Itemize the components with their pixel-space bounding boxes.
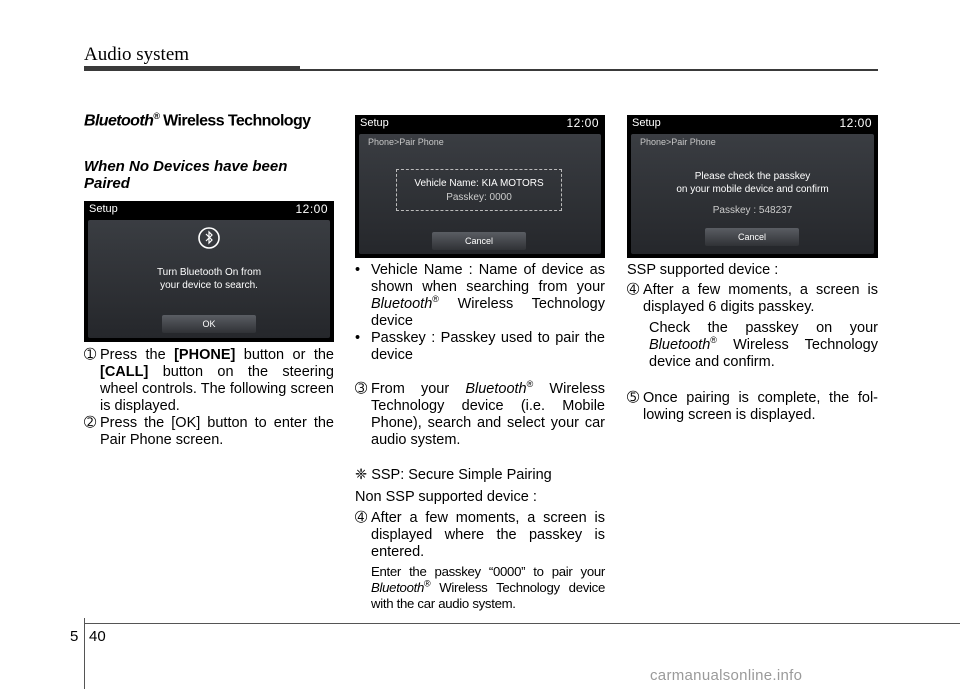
footer-divider: [84, 618, 85, 689]
ssp-note: ❈ SSP: Secure Simple Pairing: [355, 467, 552, 483]
screen-panel: [359, 134, 601, 254]
ok-button[interactable]: OK: [162, 315, 256, 333]
passkey-display: Passkey : 548237: [712, 205, 793, 216]
cancel-button[interactable]: Cancel: [705, 228, 799, 246]
bluetooth-info-icon: [197, 226, 221, 250]
breadcrumb: Phone>Pair Phone: [368, 137, 444, 147]
screen-status-bar: Setup 12:00: [89, 202, 328, 216]
step-4-non-ssp: ➃ After a few moments, a screen is displayed where the passkey is entered.: [355, 510, 605, 560]
screen-message: Turn Bluetooth On from your device to search.: [156, 267, 262, 291]
screen-pair-phone-non-ssp: [355, 115, 605, 258]
page-number: 40: [89, 628, 106, 645]
footer-rule: [84, 623, 960, 624]
step-2: ➁ Press the [OK] button to enter the Pair Phone screen.: [84, 415, 334, 448]
bullet-passkey: • Passkey : Passkey used to pair the device: [355, 330, 605, 363]
header-rule-thick: [84, 66, 300, 71]
screen-panel: [88, 220, 330, 338]
step-4-ssp: ➃ After a few moments, a screen is displayed 6 digits passkey.: [627, 282, 878, 315]
header-rule-thin: [300, 69, 878, 71]
chapter-number: 5: [70, 628, 79, 645]
check-passkey: Check the passkey on your Bluetooth® Wireless Technology device and confirm.: [649, 320, 878, 370]
cancel-button[interactable]: Cancel: [432, 232, 526, 250]
screen-message: Please check the passkey on your mobile device and confirm: [676, 171, 829, 195]
screen-status-bar: Setup 12:00: [632, 116, 872, 130]
subsection-title: When No Devices have been Paired: [84, 158, 288, 192]
ssp-heading: SSP supported device :: [627, 262, 779, 278]
header-title: Audio system: [84, 44, 190, 65]
screen-status-bar: Setup 12:00: [360, 116, 599, 130]
section-title: Bluetooth® Wireless Technology: [84, 111, 311, 130]
bullet-vehicle-name: • Vehicle Name : Name of device as shown when searching from your Bluetooth® Wireless Technology device: [355, 262, 605, 329]
passkey-note: Enter the passkey “0000” to pair your Bluetooth® Wireless Technology device with the car audio system.: [371, 564, 605, 611]
screen-bluetooth-off: [84, 201, 334, 342]
breadcrumb: Phone>Pair Phone: [640, 137, 716, 147]
step-5: ➄ Once pairing is complete, the fol-lowing screen is displayed.: [627, 390, 878, 423]
non-ssp-heading: Non SSP supported device :: [355, 489, 537, 505]
screen-panel: [631, 134, 874, 254]
watermark: carmanualsonline.info: [650, 667, 803, 684]
vehicle-info-box: Vehicle Name: KIA MOTORS Passkey: 0000: [396, 169, 562, 211]
screen-pair-phone-ssp: [627, 115, 878, 258]
step-3: ➂ From your Bluetooth® Wireless Technology device (i.e. Mobile Phone), search and select your car audio system.: [355, 379, 605, 448]
step-1: ➀ Press the [PHONE] button or the [CALL] button on the steering wheel controls. The following screen is displayed.: [84, 347, 334, 414]
